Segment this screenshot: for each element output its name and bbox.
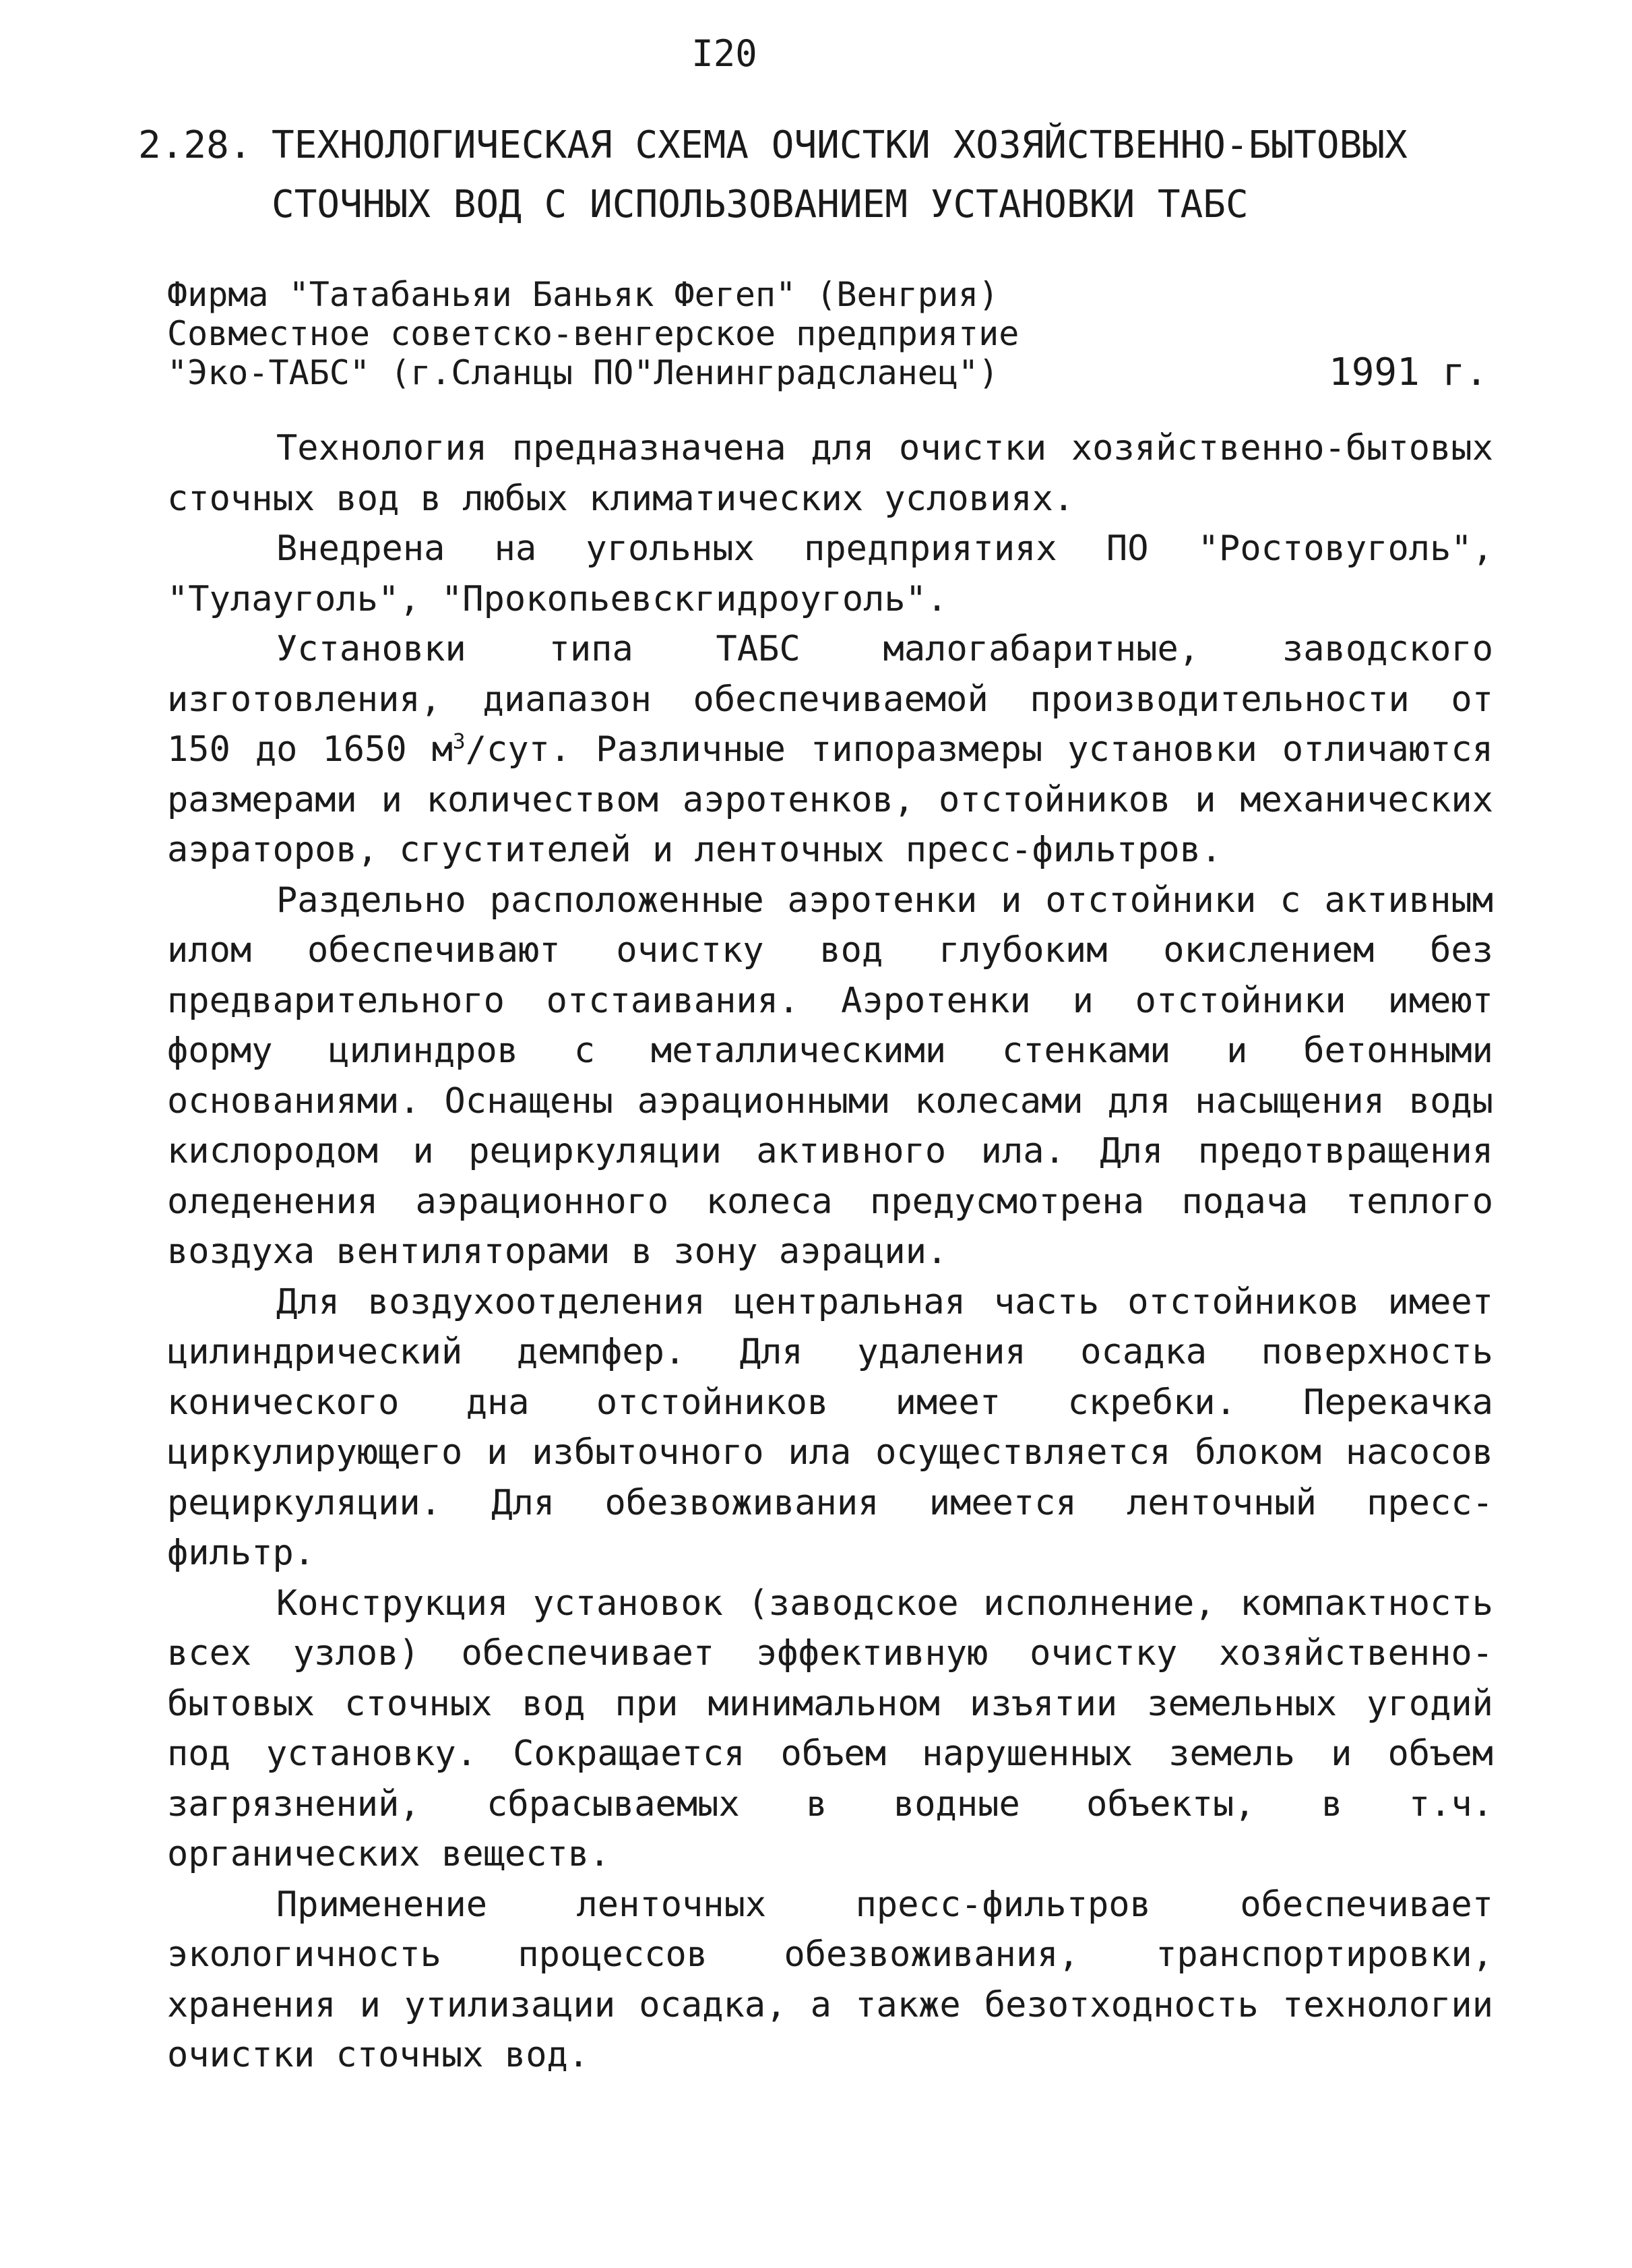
capacity-text-start: Установки типа ТАБС малогабаритные, заводского изготовления, диапазон обеспечиваемой производительности от 150 до 1650 м [167, 629, 1493, 770]
source-company: Фирма "Татабаньяи Баньяк Фегеп" (Венгрия) [167, 275, 999, 314]
section-title-line2: СТОЧНЫХ ВОД С ИСПОЛЬЗОВАНИЕМ УСТАНОВКИ ТАБС [272, 183, 1249, 226]
paragraph-purpose: Технология предназначена для очистки хозяйственно-бытовых сточных вод в любых климатических условиях. [167, 428, 1493, 519]
source-block [167, 275, 1488, 392]
paragraph-design: Конструкция установок (заводское исполнение, компактность всех узлов) обеспечивает эффективную очистку хозяйственно-бытовых сточных вод при минимальном изъятии земельных угодий под установку. Сокращается объем нарушенных земель и объем загрязнений, сбрасываемых в водные объекты, в т.ч. органических веществ. [167, 1583, 1493, 1874]
source-venture: Совместное советско-венгерское предприятие [167, 314, 1019, 353]
source-location: "Эко-ТАБС" (г.Сланцы ПО"Ленинградсланец") [167, 353, 999, 392]
capacity-text-end: /сут. Различные типоразмеры установки отличаются размерами и количеством аэротенков, отстойников и механических аэраторов, сгустителей и ленточных пресс-фильтров. [167, 729, 1493, 870]
paragraph-implementation: Внедрена на угольных предприятиях ПО "Ростовуголь", "Тулауголь", "Прокопьевскгидроуголь". [167, 528, 1493, 619]
heading-line-1 [138, 116, 1408, 175]
paragraph-filters: Применение ленточных пресс-фильтров обеспечивает экологичность процессов обезвоживания, транспортировки, хранения и утилизации осадка, а также безотходность технологии очистки сточных вод. [167, 1884, 1493, 2075]
section-number: 2.28. [138, 123, 252, 167]
paragraph-aeration: Раздельно расположенные аэротенки и отстойники с активным илом обеспечивают очистку вод глубоким окислением без предварительного отстаивания. Аэротенки и отстойники имеют форму цилиндров с металлическими стенками и бетонными основаниями. Оснащены аэрационными колесами для насыщения воды кислородом и рециркуляции активного ила. Для предотвращения оледенения аэрационного колеса предусмотрена подача теплого воздуха вентиляторами в зону аэрации. [167, 880, 1493, 1272]
source-year: 1991 г. [1328, 350, 1488, 394]
body-text [167, 423, 1493, 2081]
page-number: I20 [691, 32, 757, 75]
paragraph-capacity [167, 624, 1493, 876]
section-heading [138, 116, 1408, 235]
unit-superscript: 3 [452, 729, 466, 754]
paragraph-settlers: Для воздухоотделения центральная часть отстойников имеет цилиндрический демпфер. Для удаления осадка поверхность конического дна отстойников имеет скребки. Перекачка циркулирующего и избыточного ила осуществляется блоком насосов рециркуляции. Для обезвоживания имеется ленточный пресс-фильтр. [167, 1281, 1493, 1573]
section-title-line1: ТЕХНОЛОГИЧЕСКАЯ СХЕМА ОЧИСТКИ ХОЗЯЙСТВЕННО-БЫТОВЫХ [272, 123, 1408, 167]
